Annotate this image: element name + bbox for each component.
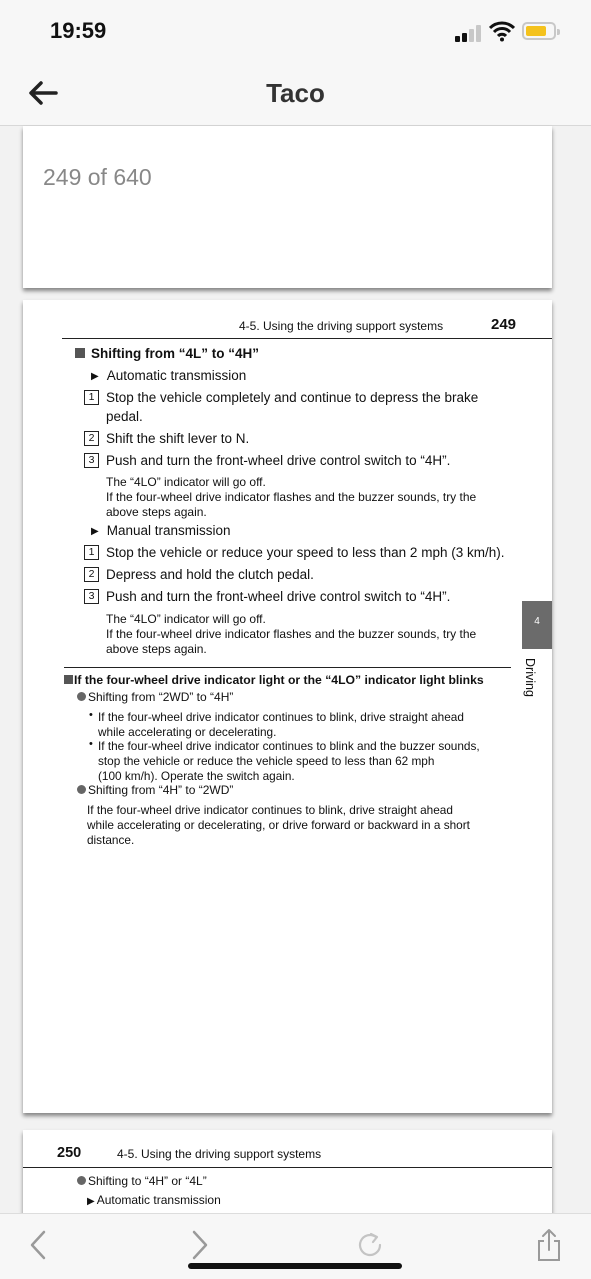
subheading-automatic: ▶ Automatic transmission [87,1193,221,1207]
step-text: Stop the vehicle or reduce your speed to less than 2 mph (3 km/h). [106,545,505,560]
share-icon[interactable] [534,1228,564,1262]
square-bullet-icon [75,348,85,358]
step-number: 3 [84,453,99,468]
pdf-page-249[interactable] [23,300,552,1113]
step-text: pedal. [106,409,143,424]
page-counter: 249 of 640 [43,164,152,190]
note-text: above steps again. [106,505,207,519]
triangle-bullet-icon: ▶ [87,1196,95,1207]
bullet-text: while accelerating or decelerating. [98,725,277,739]
battery-icon [522,22,556,40]
nav-title: Taco [266,78,325,108]
paragraph-text: while accelerating or decelerating, or drive forward or backward in a short [87,818,470,832]
bullet-text: stop the vehicle or reduce the vehicle speed to less than 62 mph [98,754,435,768]
section-rule [64,667,511,668]
cellular-signal-icon [455,22,485,42]
step-number: 1 [84,390,99,405]
step-text: Push and turn the front-wheel drive control switch to “4H”. [106,589,451,604]
circle-bullet-icon [77,692,86,701]
page-section-header: 4-5. Using the driving support systems [117,1147,322,1161]
step-number: 1 [84,545,99,560]
bullet-text: If the four-wheel drive indicator continues to blink, drive straight ahead [98,710,464,724]
section-heading: Shifting from “4L” to “4H” [75,346,259,361]
section-heading: If the four-wheel drive indicator light or the “4LO” indicator light blinks [64,673,484,687]
triangle-bullet-icon: ▶ [91,371,99,382]
page-section-header: 4-5. Using the driving support systems [239,319,444,333]
page-counter-card [23,126,552,288]
header-rule [23,1167,552,1168]
chevron-left-icon[interactable] [24,1228,54,1262]
step-text: Depress and hold the clutch pedal. [106,567,314,582]
note-text: The “4LO” indicator will go off. [106,475,266,489]
bullet-text: If the four-wheel drive indicator continues to blink and the buzzer sounds, [98,739,480,753]
circle-bullet-icon [77,785,86,794]
subheading-4h-2wd: Shifting from “4H” to “2WD” [77,783,233,797]
header-rule [62,338,552,339]
step-number: 3 [84,589,99,604]
nav-bar [0,62,591,126]
step-text: Push and turn the front-wheel drive control switch to “4H”. [106,453,451,468]
triangle-bullet-icon: ▶ [91,526,99,537]
chapter-tab-label: Driving [523,658,537,697]
bullet-text: (100 km/h). Operate the switch again. [98,769,295,783]
bullet-icon: • [89,738,93,750]
chevron-right-icon[interactable] [184,1228,214,1262]
status-bar [0,0,591,62]
note-text: above steps again. [106,642,207,656]
step-text: Stop the vehicle completely and continue to depress the brake [106,390,479,405]
step-number: 2 [84,567,99,582]
wifi-icon [489,20,515,42]
note-text: If the four-wheel drive indicator flashes and the buzzer sounds, try the [106,490,477,504]
note-text: The “4LO” indicator will go off. [106,612,266,626]
page-number: 250 [57,1145,82,1161]
subheading-automatic: ▶ Automatic transmission [91,368,247,383]
subheading-manual: ▶ Manual transmission [91,523,231,538]
step-text: Shift the shift lever to N. [106,431,250,446]
bottom-toolbar [0,1213,591,1279]
status-time: 19:59 [50,18,107,43]
square-bullet-icon [64,675,73,684]
circle-bullet-icon [77,1176,86,1185]
paragraph-text: distance. [87,833,135,847]
refresh-icon[interactable] [356,1228,386,1262]
step-number: 2 [84,431,99,446]
subheading-4h-4l: Shifting to “4H” or “4L” [77,1174,207,1188]
bullet-icon: • [89,709,93,721]
page-number: 249 [491,316,517,333]
chapter-tab-number: 4 [522,601,552,649]
home-indicator[interactable] [188,1263,402,1269]
subheading-2wd-4h: Shifting from “2WD” to “4H” [77,690,233,704]
paragraph-text: If the four-wheel drive indicator continues to blink, drive straight ahead [87,803,453,817]
note-text: If the four-wheel drive indicator flashes and the buzzer sounds, try the [106,627,477,641]
